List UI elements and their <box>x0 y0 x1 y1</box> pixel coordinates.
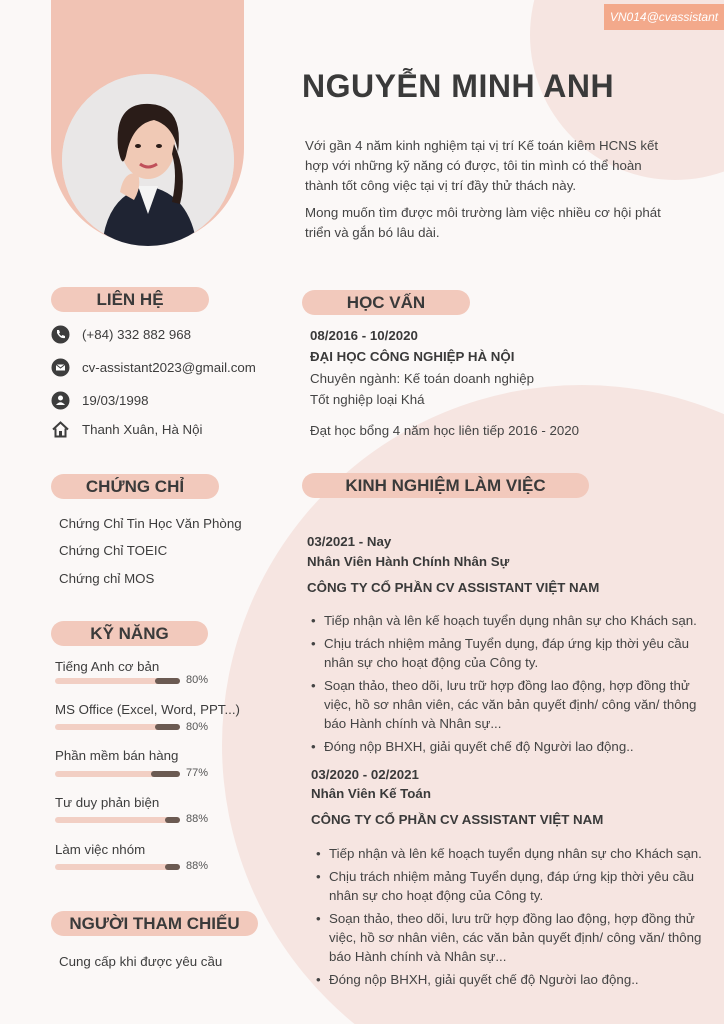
job-company: CÔNG TY CỔ PHẦN CV ASSISTANT VIỆT NAM <box>307 580 600 595</box>
duty-item: • Đóng nộp BHXH, giải quyết chế độ Người lao động.. <box>314 970 706 989</box>
skill-bar-remainder <box>155 678 180 684</box>
contact-address-text: Thanh Xuân, Hà Nội <box>82 422 203 437</box>
duty-item: • Chịu trách nhiệm mảng Tuyển dụng, đáp ứng kịp thời yêu cầu nhân sự cho hoạt động của Công ty. <box>309 634 704 672</box>
certificate-item: Chứng Chỉ TOEIC <box>59 543 168 558</box>
job-duties <box>309 611 704 760</box>
contact-dob <box>51 391 149 410</box>
duty-item: • Chịu trách nhiệm mảng Tuyển dụng, đáp ứng kịp thời yêu cầu nhân sự cho hoạt động của Công ty. <box>314 867 706 905</box>
skills-heading: KỸ NĂNG <box>51 621 208 646</box>
certificates-heading: CHỨNG CHỈ <box>51 474 219 499</box>
summary-paragraph: Mong muốn tìm được môi trường làm việc nhiều cơ hội phát triển và gắn bó lâu dài. <box>305 205 661 240</box>
certificate-item: Chứng Chỉ Tin Học Văn Phòng <box>59 516 242 531</box>
contact-dob-text: 19/03/1998 <box>82 393 149 408</box>
education-grade: Tốt nghiệp loại Khá <box>310 392 425 407</box>
references-text: Cung cấp khi được yêu cầu <box>59 954 223 969</box>
education-award: Đạt học bổng 4 năm học liên tiếp 2016 - 2020 <box>310 423 580 438</box>
skill-percent: 80% <box>186 674 209 686</box>
candidate-name: NGUYỄN MINH ANH <box>302 68 615 104</box>
contact-email-text: cv-assistant2023@gmail.com <box>82 360 256 375</box>
skill-bar-remainder <box>165 817 180 823</box>
skill-label: Tiếng Anh cơ bản <box>55 659 160 674</box>
job-period: 03/2021 - Nay <box>307 534 392 549</box>
skill-bar <box>55 864 180 870</box>
references-heading: NGƯỜI THAM CHIẾU <box>51 911 258 936</box>
education-school: ĐẠI HỌC CÔNG NGHIỆP HÀ NỘI <box>310 349 515 364</box>
contact-phone <box>51 325 191 344</box>
job-period: 03/2020 - 02/2021 <box>311 767 419 782</box>
education-period: 08/2016 - 10/2020 <box>310 328 418 343</box>
phone-icon <box>51 325 70 344</box>
home-icon <box>51 420 70 439</box>
skill-bar-remainder <box>155 724 180 730</box>
skill-label: Tư duy phản biện <box>55 795 160 810</box>
skill-bar <box>55 724 180 730</box>
certificate-item: Chứng chỉ MOS <box>59 571 155 586</box>
contact-address <box>51 420 202 439</box>
job-company: CÔNG TY CỔ PHẦN CV ASSISTANT VIỆT NAM <box>311 812 604 827</box>
education-major: Chuyên ngành: Kế toán doanh nghiệp <box>310 371 535 386</box>
skill-bar-remainder <box>165 864 180 870</box>
person-icon <box>51 391 70 410</box>
duty-item: • Soạn thảo, theo dõi, lưu trữ hợp đồng lao động, hợp đồng thử việc, hồ sơ nhân viên, các văn bản quyết định/ công văn/ thông báo Hành chính và Nhân sự... <box>314 909 706 966</box>
skill-bar <box>55 771 180 777</box>
duty-item: • Soạn thảo, theo dõi, lưu trữ hợp đồng lao động, hợp đồng thử việc, hồ sơ nhân viên, các văn bản quyết định/ công văn/ thông báo Hành chính và Nhân sự... <box>309 676 704 733</box>
skill-percent: 77% <box>186 767 209 779</box>
skill-label: MS Office (Excel, Word, PPT...) <box>55 702 240 717</box>
summary-paragraph: Với gần 4 năm kinh nghiệm tại vị trí Kế toán kiêm HCNS kết hợp với những kỹ năng có được, tôi tin mình có thể hoàn thành tốt công việc tại vị trí đầy thử thách này. <box>305 138 659 193</box>
skill-label: Phần mềm bán hàng <box>55 748 179 763</box>
watermark-tag: VN014@cvassistant <box>604 4 724 30</box>
skill-percent: 88% <box>186 860 209 872</box>
skill-percent: 80% <box>186 721 209 733</box>
skill-bar-remainder <box>151 771 180 777</box>
duty-item: • Đóng nộp BHXH, giải quyết chế độ Người lao động.. <box>309 737 704 756</box>
mail-icon <box>51 358 70 377</box>
job-title: Nhân Viên Hành Chính Nhân Sự <box>307 554 510 569</box>
job-duties <box>314 844 706 993</box>
skill-percent: 88% <box>186 813 209 825</box>
skill-bar <box>55 817 180 823</box>
contact-email <box>51 358 256 377</box>
profile-photo <box>62 74 234 246</box>
summary <box>305 136 667 250</box>
experience-heading: KINH NGHIỆM LÀM VIỆC <box>302 473 589 498</box>
duty-item: • Tiếp nhận và lên kế hoạch tuyển dụng nhân sự cho Khách sạn. <box>309 611 704 630</box>
skill-bar <box>55 678 180 684</box>
job-title: Nhân Viên Kế Toán <box>311 786 431 801</box>
skill-label: Làm việc nhóm <box>55 842 146 857</box>
contact-phone-text: (+84) 332 882 968 <box>82 327 192 342</box>
contact-heading: LIÊN HỆ <box>51 287 209 312</box>
duty-item: • Tiếp nhận và lên kế hoạch tuyển dụng nhân sự cho Khách sạn. <box>314 844 706 863</box>
education-heading: HỌC VẤN <box>302 290 470 315</box>
